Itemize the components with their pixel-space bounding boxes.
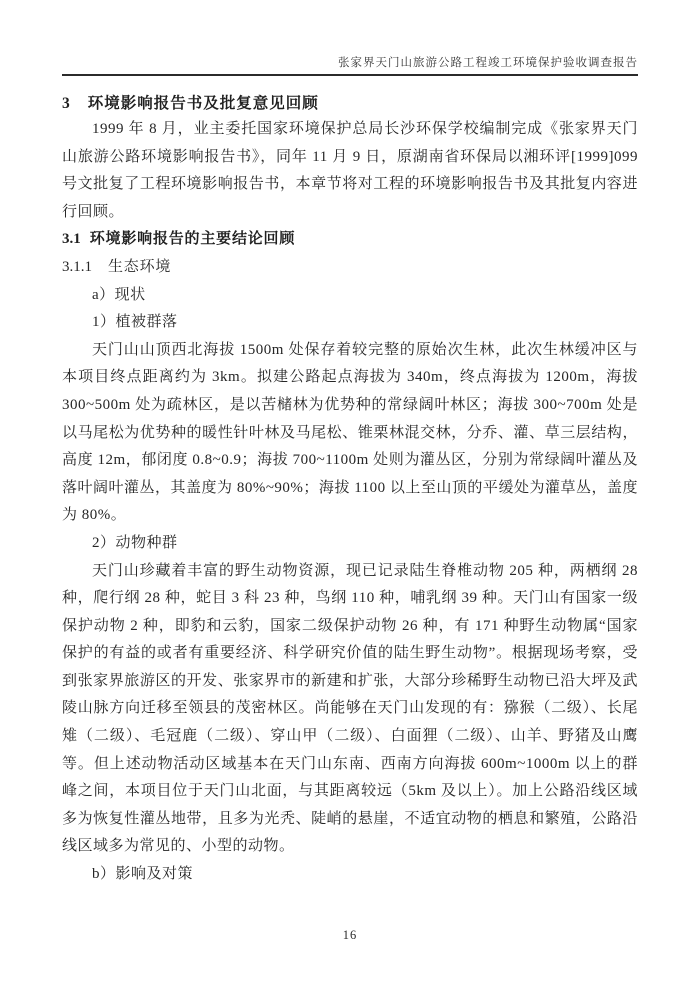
header-title: 张家界天门山旅游公路工程竣工环境保护验收调查报告 (338, 57, 638, 69)
section-number: 3.1.1 (62, 258, 92, 275)
document-body (62, 92, 638, 889)
section-heading-3-1 (62, 226, 638, 254)
subitem-a-status: a）现状 (92, 286, 146, 303)
section-number: 3 (62, 95, 70, 112)
subitem-2-animals: 2）动物种群 (92, 534, 178, 551)
paragraph-animals: 天门山珍藏着丰富的野生动物资源，现已记录陆生脊椎动物 205 种，两栖纲 28 种，爬行纲 28 种，蛇目 3 科 23 种，鸟纲 110 种，哺乳纲 39 种。天门山有国家一级保护动物 2 种，即豹和云豹，国家二级保护动物 26 种，有 171 种野生动物属“国家保护的有益的或者有重要经济、科学研究价值的陆生野生动物”。根据现场考察，受到张家界旅游区的开发、张家界市的新建和扩张，大部分珍稀野生动物已沿大坪及武陵山脉方向迁移至领县的茂密林区。尚能够在天门山发现的有：猕猴（二级）、长尾雉（二级）、毛冠鹿（二级）、穿山甲（二级）、白面狸（二级）、山羊、野猪及山鹰等。但上述动物活动区域基本在天门山东南、西南方向海拔 600m~1000m 以上的群峰之间，本项目位于天门山北面，与其距离较远（5km 及以上）。加上公路沿线区域多为恢复性灌丛地带，且多为光秃、陡峭的悬崖，不适宜动物的栖息和繁殖，公路沿线区域多为常见的、小型的动物。 (62, 562, 638, 855)
section-number: 3.1 (62, 231, 81, 248)
section-heading-3 (62, 92, 638, 116)
header-rule (62, 74, 638, 76)
section-heading-3-1-1 (62, 254, 638, 282)
page-number: 16 (342, 928, 358, 942)
paragraph-vegetation: 天门山山顶西北海拔 1500m 处保存着较完整的原始次生林，此次生林缓冲区与本项目终点距离约为 3km。拟建公路起点海拔为 340m，终点海拔为 1200m，海拔 300~500m 处为疏林区，是以苦槠林为优势种的常绿阔叶林区；海拔 300~700m 处是以马尾松为优势种的暖性针叶林及马尾松、锥栗林混交林，分乔、灌、草三层结构，高度 12m，郁闭度 0.8~0.9；海拔 700~1100m 处则为灌丛区，分别为常绿阔叶灌丛及落叶阔叶灌丛，其盖度为 80%~90%；海拔 1100 以上至山顶的平缓处为灌草丛，盖度为 80%。 (62, 341, 638, 524)
subitem-1-vegetation: 1）植被群落 (92, 314, 178, 331)
subitem-b-impact: b）影响及对策 (92, 866, 194, 883)
section-title: 环境影响报告的主要结论回顾 (89, 231, 296, 248)
paragraph-intro: 1999 年 8 月，业主委托国家环境保护总局长沙环保学校编制完成《张家界天门山旅游公路环境影响报告书》，同年 11 月 9 日，原湖南省环保局以湘环评[1999]099 号文批复了工程环境影响报告书，本章节将对工程的环境影响报告书及其批复内容进行回顾。 (62, 121, 638, 220)
section-title: 生态环境 (108, 258, 172, 275)
page-footer (0, 928, 700, 943)
section-title: 环境影响报告书及批复意见回顾 (87, 95, 319, 112)
page-header (62, 56, 638, 76)
